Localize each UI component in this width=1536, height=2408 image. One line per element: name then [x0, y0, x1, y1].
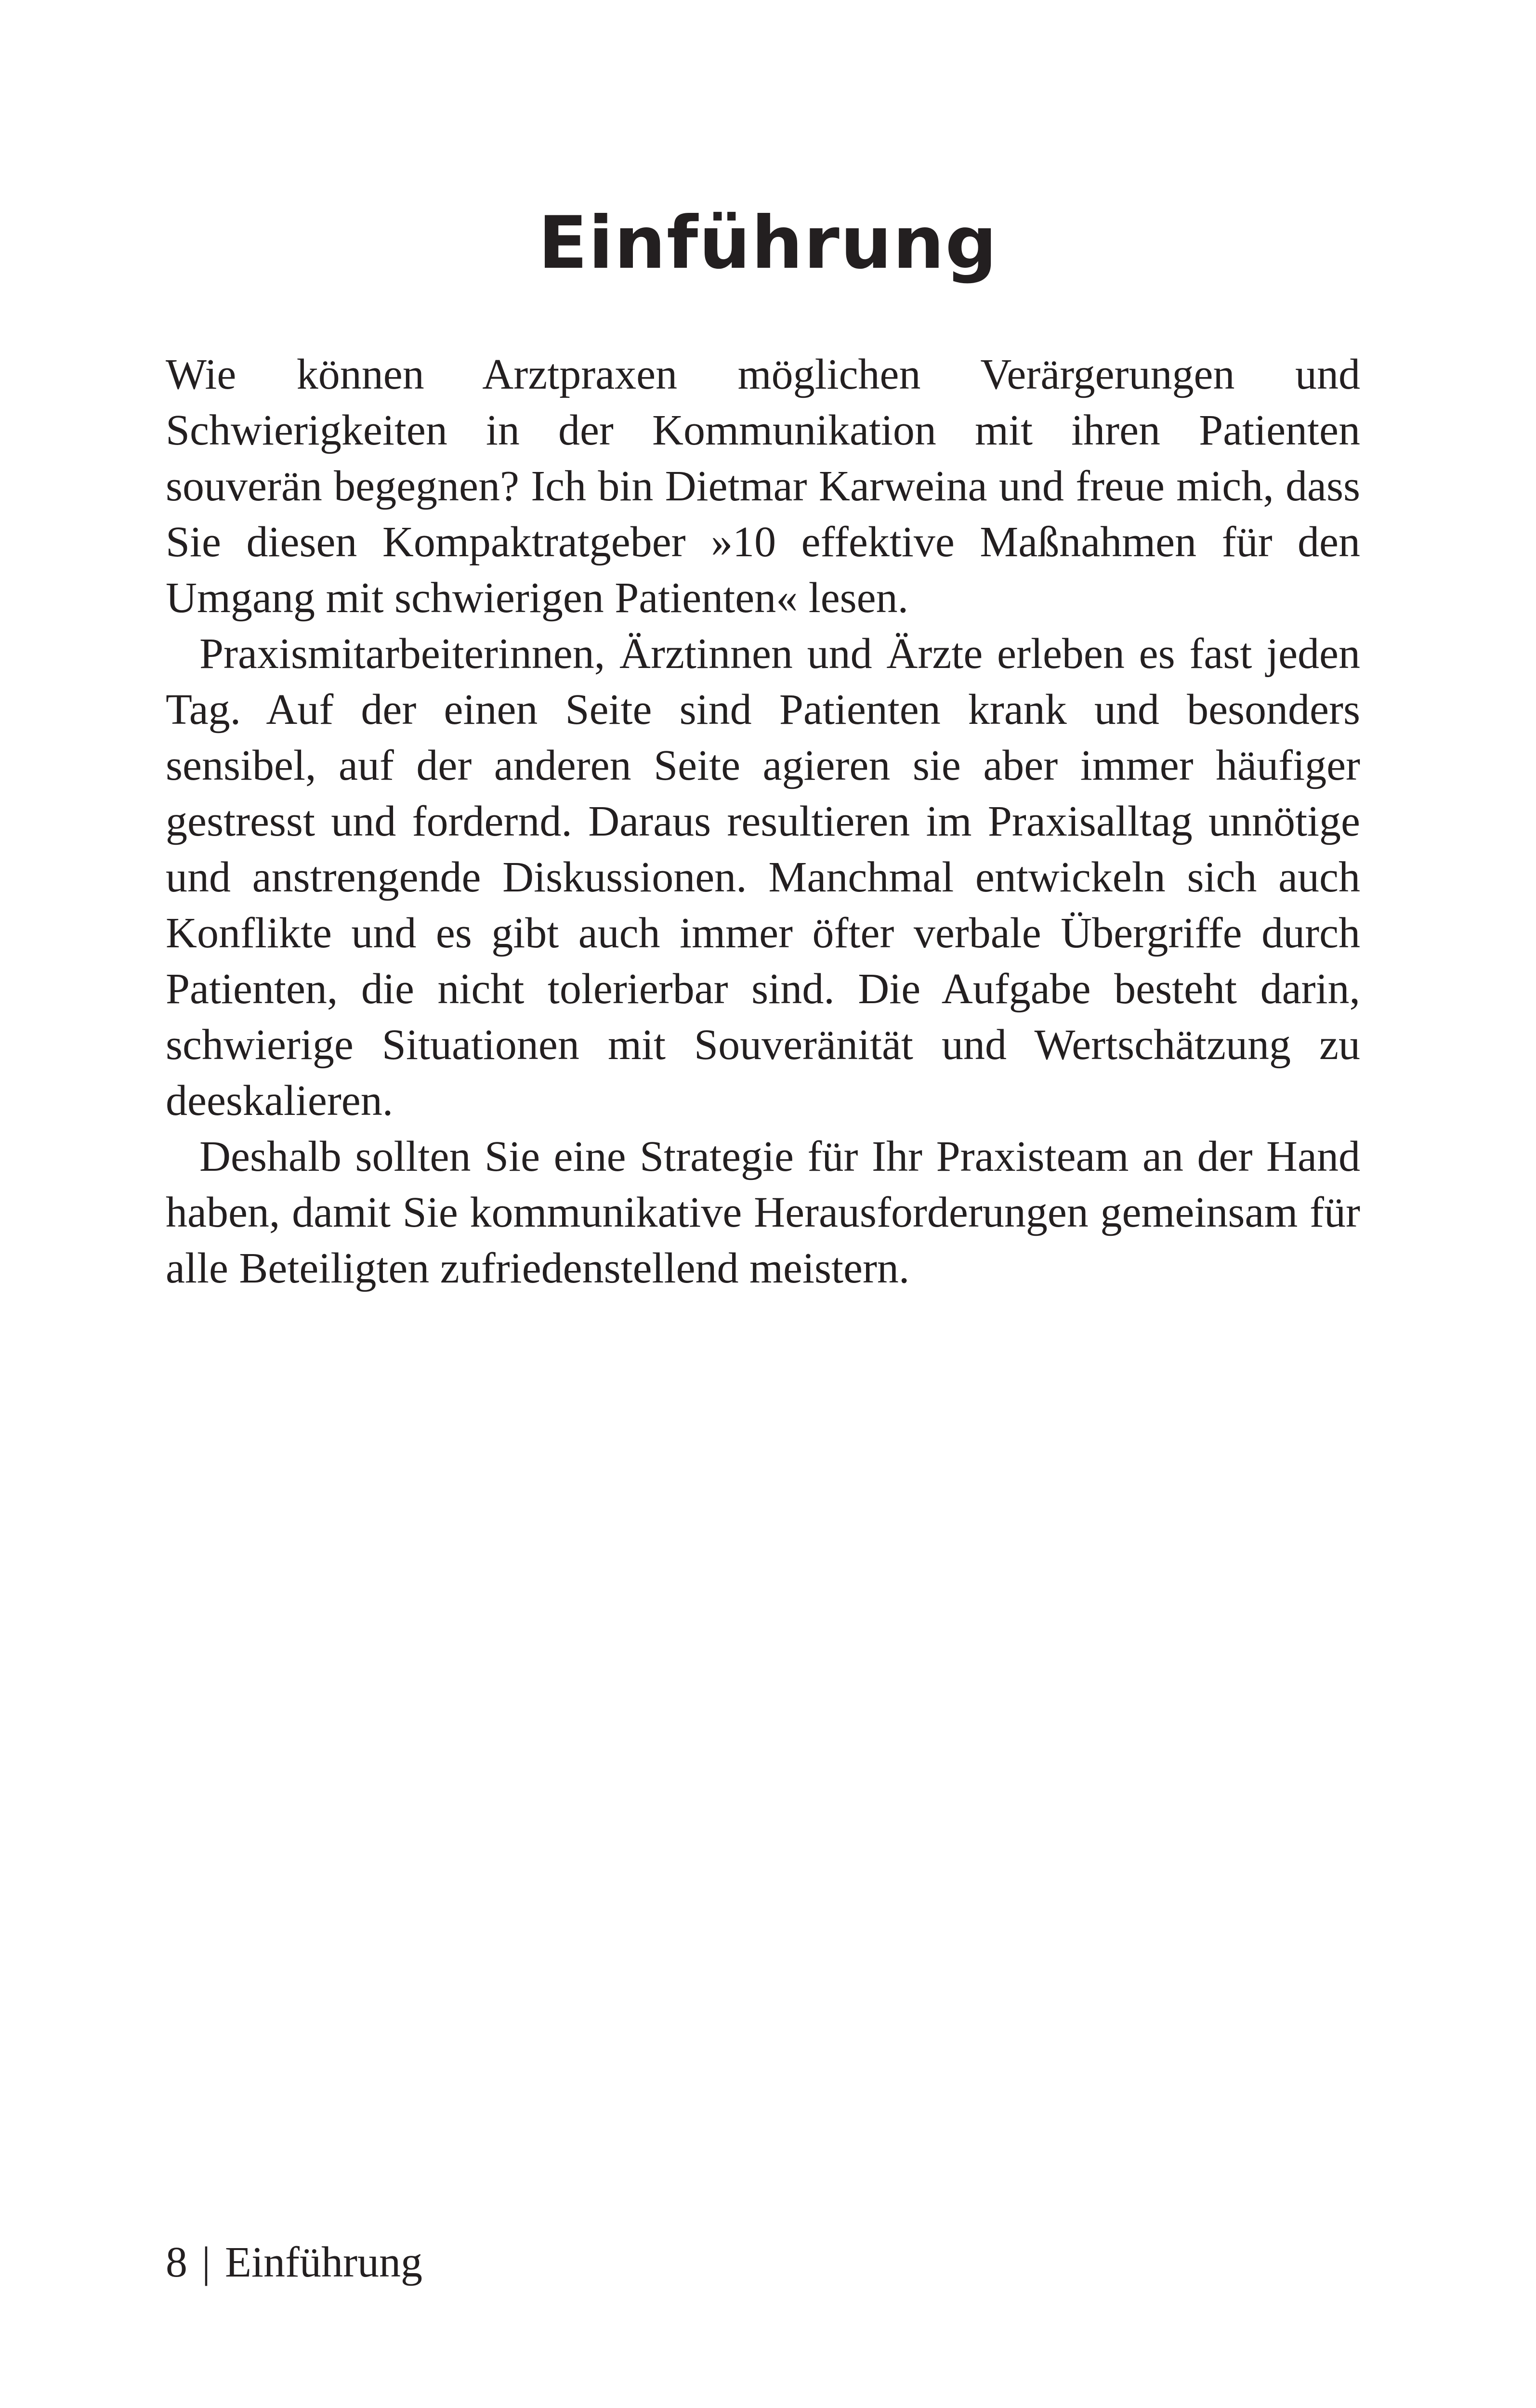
body-text [166, 347, 1360, 1296]
page-footer [166, 2235, 422, 2290]
running-header-section: Einführung [225, 2238, 422, 2286]
footer-separator: | [202, 2238, 211, 2286]
paragraph-strategy: Deshalb sollten Sie eine Strategie für Ihr Praxisteam an der Hand haben, damit Sie kommunikative Herausforderungen gemeinsam für alle Beteiligten zufriedenstellend meistern. [166, 1133, 1360, 1292]
paragraph-intro: Wie können Arztpraxen möglichen Verärgerungen und Schwierigkeiten in der Kommunikation mit ihren Patienten souverän begegnen? Ich bin Dietmar Karweina und freue mich, dass Sie diesen Kompaktratgeber »10 effektive Maßnahmen für den Umgang mit schwierigen Patienten« lesen. [166, 351, 1360, 622]
page-number: 8 [166, 2238, 187, 2286]
paragraph-context: Praxismitarbeiterinnen, Ärztinnen und Ärzte erleben es fast jeden Tag. Auf der einen Seite sind Patienten krank und besonders sensibel, auf der anderen Seite agieren sie aber immer häufiger gestresst und fordernd. Daraus resultieren im Praxisalltag unnötige und anstrengende Diskussionen. Manchmal entwickeln sich auch Konflikte und es gibt auch immer öfter verbale Übergriffe durch Patienten, die nicht tolerierbar sind. Die Aufgabe besteht darin, schwierige Situationen mit Souveränität und Wertschätzung zu deeskalieren. [166, 630, 1360, 1125]
page-title: Einführung [538, 201, 998, 285]
